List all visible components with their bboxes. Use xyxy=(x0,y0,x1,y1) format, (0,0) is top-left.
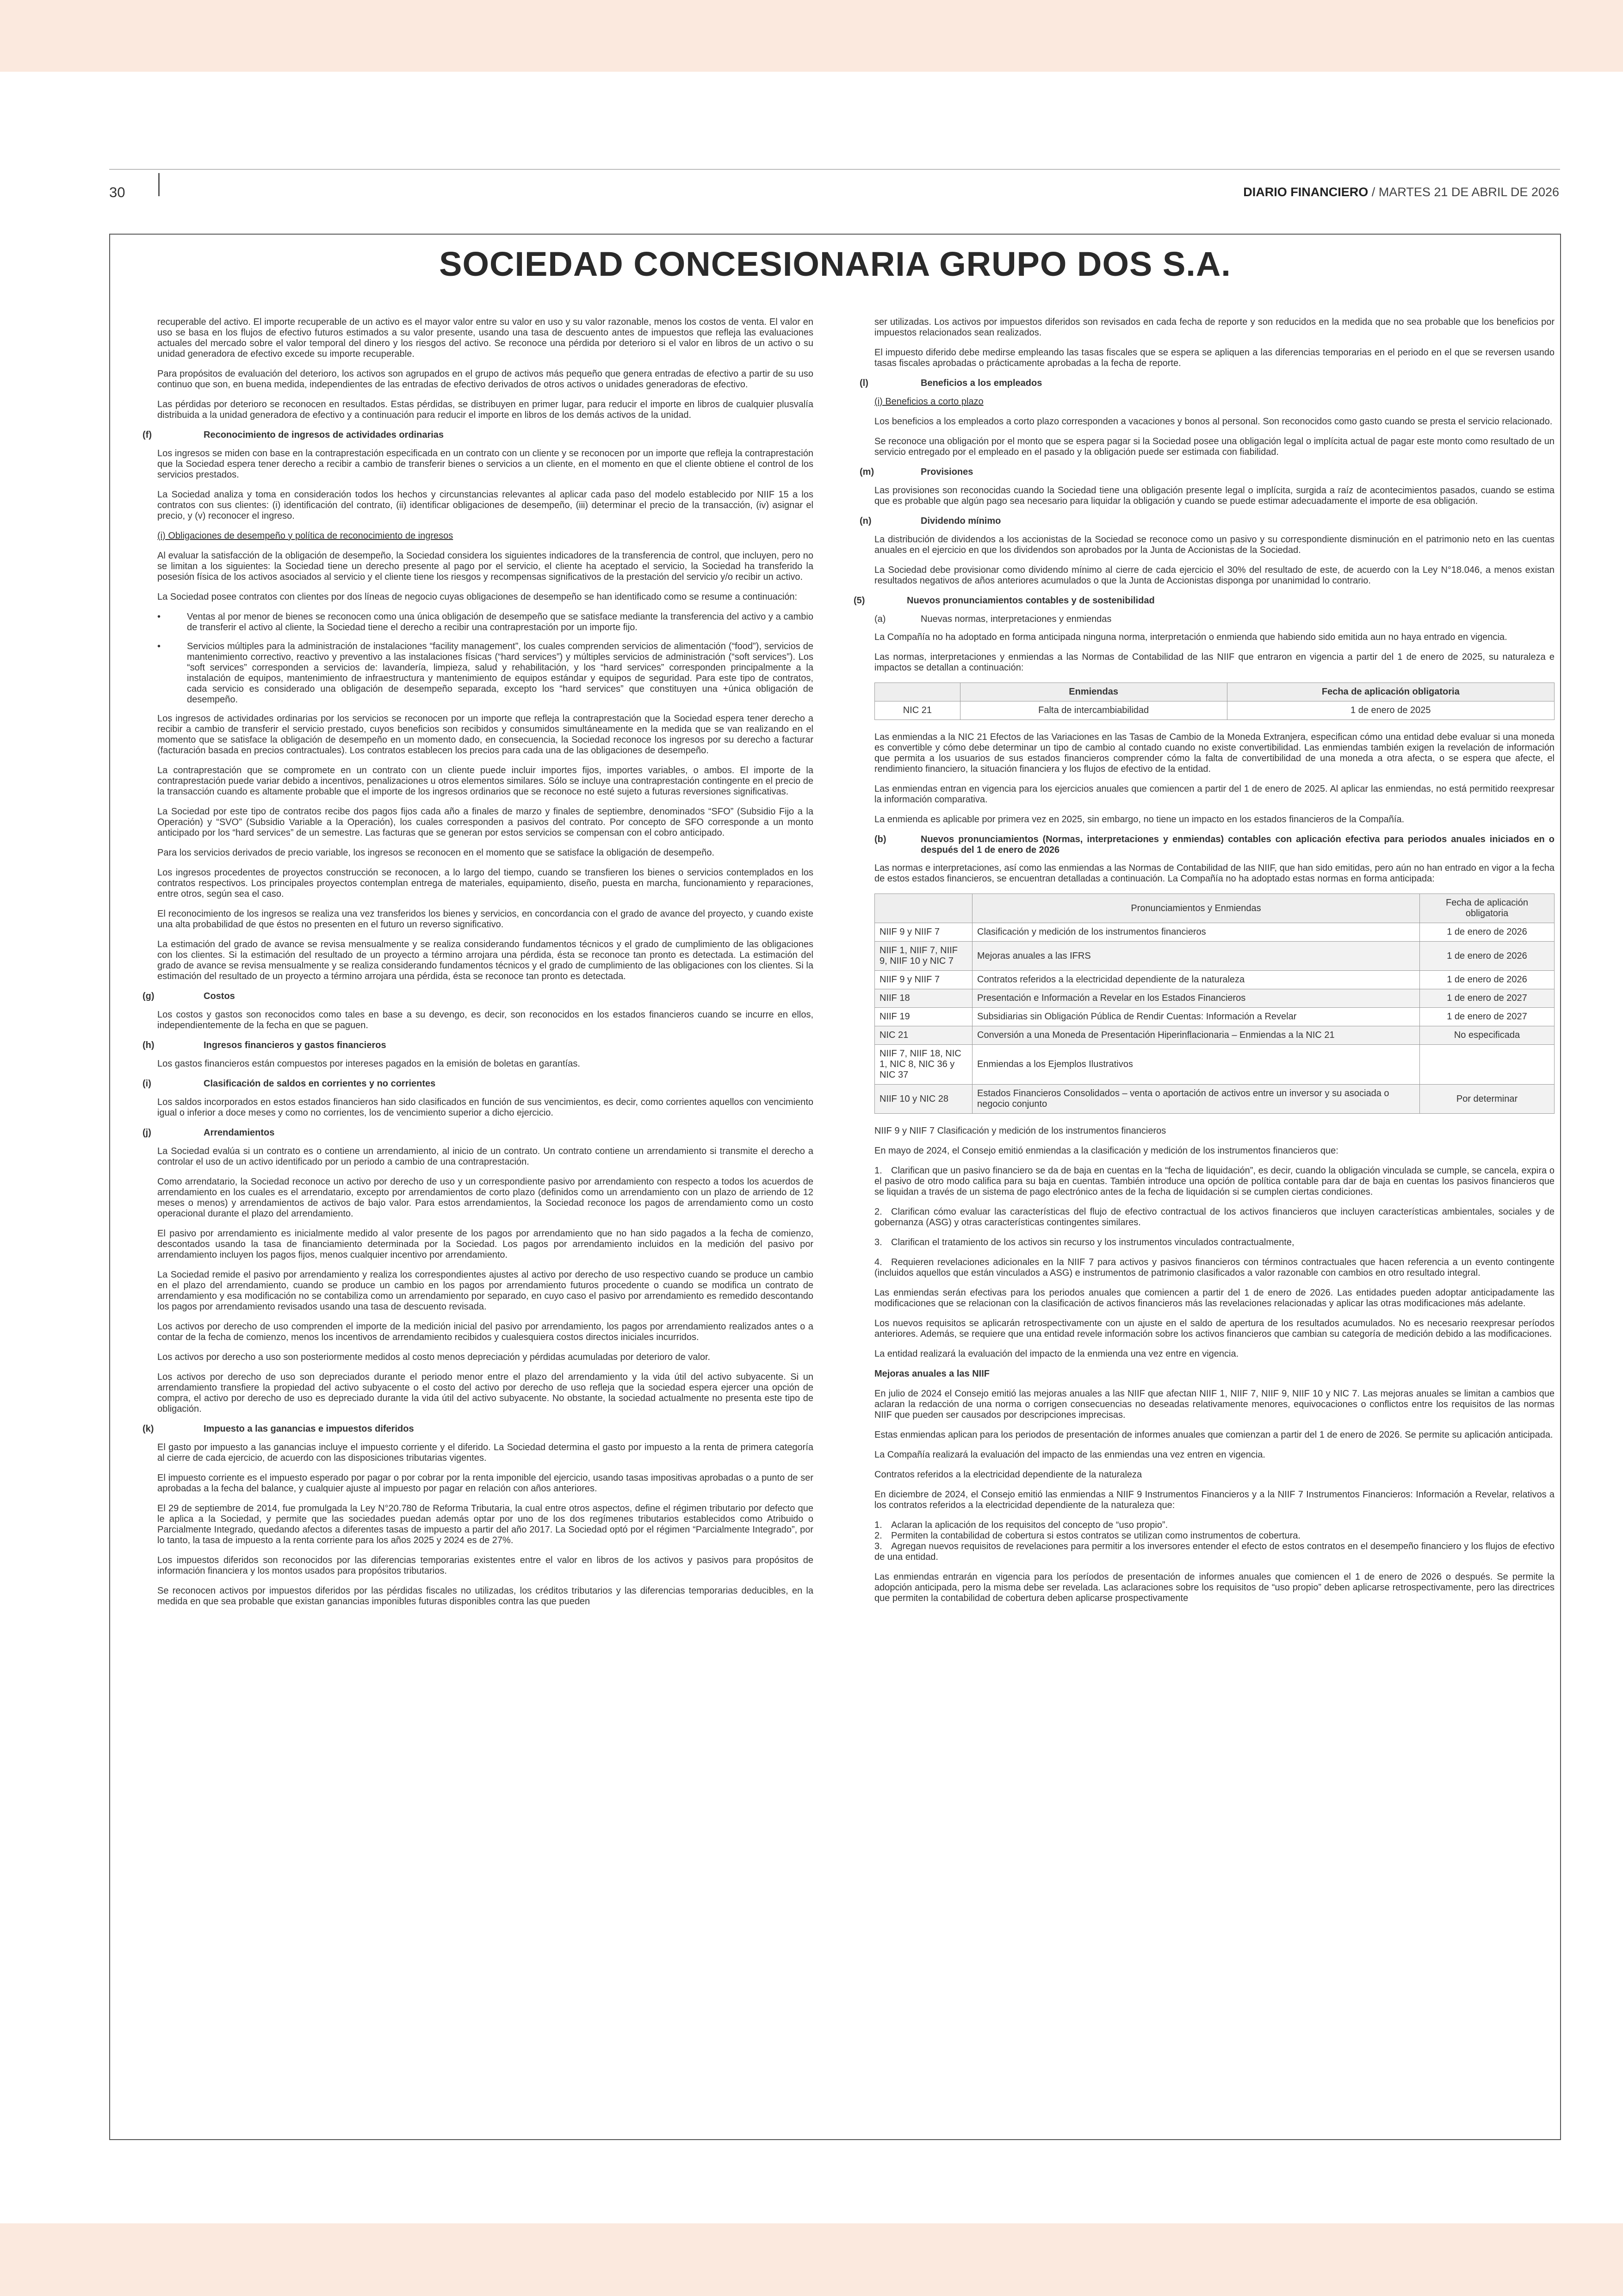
bullet-text: Ventas al por menor de bienes se reconocen como una única obligación de desempeño que se satisface mediante la transferencia del activo y a cambio de transferir el activo al cliente, la Sociedad tiene el derecho a recibir una contraprestación por un importe fijo. xyxy=(187,612,813,633)
table-cell: NIC 21 xyxy=(875,1026,973,1045)
paragraph: La estimación del grado de avance se revisa mensualmente y se realiza considerando fundamentos técnicos y el grado de cumplimiento de las obligaciones con los clientes. Si la estimación del resultado de un proyecto a término arrojara una pérdida, ésta se reconoce tan pronto es detectada. La estimación del grado de avance se revisa mensualmente y se realiza considerando fundamentos técnicos y el grado de cumplimiento de las obligaciones con los clientes. Si la estimación del resultado de un proyecto a término arrojara una pérdida, ésta se reconoce tan pronto es detectada. xyxy=(157,939,813,981)
table-cell: Clasificación y medición de los instrumentos financieros xyxy=(973,923,1420,942)
list-item xyxy=(874,1166,1555,1198)
paragraph: Los beneficios a los empleados a corto plazo corresponden a vacaciones y bonos al personal. Son reconocidos como gasto cuando se presta el servicio relacionado. xyxy=(874,416,1553,427)
paragraph: Las provisiones son reconocidas cuando la Sociedad tiene una obligación presente legal o implícita, surgida a raíz de acontecimientos pasados, cuando se estima que es probable que algún pago sea necesario para liquidar la obligación y cuando se puede estimar adecuadamente el importe de esa obligación. xyxy=(874,485,1555,506)
paragraph: Las enmiendas serán efectivas para los periodos anuales que comiencen a partir del 1 de enero de 2026. Las entidades pueden adoptar anticipadamente las modificaciones que se relacionan con la clasificación de activos financieros más las revelaciones relacionadas y aplicar las otras modificaciones más adelante. xyxy=(874,1288,1555,1309)
section-title: Ingresos financieros y gastos financieros xyxy=(204,1040,386,1050)
table-cell: NIIF 1, NIIF 7, NIIF 9, NIIF 10 y NIC 7 xyxy=(875,942,973,971)
subsection-label: (a) xyxy=(874,614,886,624)
bullet-item xyxy=(157,641,813,705)
subsection-heading-a xyxy=(874,614,1555,625)
bullet-icon: • xyxy=(157,641,161,652)
section-title: Reconocimiento de ingresos de actividades ordinarias xyxy=(204,430,444,440)
table-row xyxy=(875,1008,1555,1026)
table-row xyxy=(875,923,1555,942)
paragraph: Contratos referidos a la electricidad dependiente de la naturaleza xyxy=(874,1470,1142,1480)
list-number: 2. xyxy=(874,1531,882,1541)
table-header-cell: Enmiendas xyxy=(960,683,1227,701)
header-rule xyxy=(109,169,1560,170)
list-number: 4. xyxy=(874,1257,882,1267)
list-item xyxy=(874,1541,1555,1563)
list-item xyxy=(874,1237,1555,1248)
section-label: (i) xyxy=(142,1079,151,1089)
list-item xyxy=(874,1531,1555,1541)
section-label: (l) xyxy=(860,378,868,388)
paragraph: El reconocimiento de los ingresos se realiza una vez transferidos los bienes y servicios, en concordancia con el grado de avance del proyecto, y cuando existe una alta probabilidad de que éstos no presenten en el futuro un reverso significativo. xyxy=(157,909,813,930)
table-cell: Falta de intercambiabilidad xyxy=(960,701,1227,720)
paragraph: Los costos y gastos son reconocidos como tales en base a su devengo, es decir, son reconocidos en los estados financieros cuando se incurre en ellos, independientemente de la fecha en que se paguen. xyxy=(157,1010,813,1030)
section-label: (5) xyxy=(854,596,865,606)
table-cell: Subsidiarias sin Obligación Pública de Rendir Cuentas: Información a Revelar xyxy=(973,1008,1420,1026)
paragraph: Las normas e interpretaciones, así como las enmiendas a las Normas de Contabilidad de las NIIF, que han sido emitidas, pero aún no han entrado en vigor a la fecha de estos estados financieros, se encuentran detalladas a continuación. La Compañía no ha adoptado estas normas en forma anticipada: xyxy=(874,863,1555,884)
table-row xyxy=(875,1085,1555,1114)
section-title: Beneficios a los empleados xyxy=(921,378,1042,388)
paragraph: recuperable del activo. El importe recuperable de un activo es el mayor valor entre su valor en uso y su valor razonable, menos los costos de venta. El valor en uso se basa en los flujos de efectivo futuros estimados a su valor presente, usando una tasa de descuento antes de impuestos que refleja las evaluaciones actuales del mercado sobre el valor temporal del dinero y los riesgos del activo. Se reconoce una pérdida por deterioro si el valor en libros de un activo o su unidad generadora de efectivo excede su importe recuperable. xyxy=(157,317,813,359)
section-title: Provisiones xyxy=(921,467,973,477)
list-text: Clarifican el tratamiento de los activos sin recurso y los instrumentos vinculados contractualmente, xyxy=(891,1237,1295,1247)
paragraph: La Sociedad remide el pasivo por arrendamiento y realiza los correspondientes ajustes al activo por derecho de uso respectivo cuando se produce un cambio en el plazo del arrendamiento, cuando se produce un cambio en los pagos por arrendamiento futuros procedente o cuando se modifica un contrato de arrendamiento y esa modificación no se contabiliza como un arrendamiento por separado, en cuyo caso el pasivo por arrendamiento es remedido descontando los pagos por arrendamiento revisados usando una tasa de descuento revisada. xyxy=(157,1270,813,1312)
table-cell: NIIF 18 xyxy=(875,989,973,1008)
paragraph: Para los servicios derivados de precio variable, los ingresos se reconocen en el momento que se satisface la obligación de desempeño. xyxy=(157,848,715,858)
table-cell: Estados Financieros Consolidados – venta o aportación de activos entre un inversor y su asociada o negocio conjunto xyxy=(973,1085,1420,1114)
paragraph: El impuesto diferido debe medirse empleando las tasas fiscales que se espera se apliquen a las diferencias temporarias en el periodo en el que se reversen usando tasas fiscales aprobadas o prácticamente aprobadas a la fecha de reporte. xyxy=(874,348,1555,368)
table-header-cell: Fecha de aplicación obligatoria xyxy=(1420,894,1555,923)
paragraph: Como arrendatario, la Sociedad reconoce un activo por derecho de uso y un correspondiente pasivo por arrendamiento con respecto a todos los acuerdos de arrendamiento en los cuales es el arrendatario, excepto por arrendamientos de corto plazo (definidos como un arrendamiento con un plazo de arriendo de 12 meses o menos) y arrendamientos de activos de bajo valor. Para estos arrendamientos, la Sociedad reconoce los pagos de arrendamiento como un costo operacional durante el plazo del arrendamiento. xyxy=(157,1177,813,1219)
table-cell: Conversión a una Moneda de Presentación Hiperinflacionaria – Enmiendas a la NIC 21 xyxy=(973,1026,1420,1045)
table-cell: No especificada xyxy=(1420,1026,1555,1045)
paragraph: Los activos por derecho a uso son posteriormente medidos al costo menos depreciación y pérdidas acumuladas por deterioro de valor. xyxy=(157,1352,711,1362)
paragraph: La Sociedad posee contratos con clientes por dos líneas de negocio cuyas obligaciones de desempeño se han identificado como se resume a continuación: xyxy=(157,592,798,602)
table-cell: Contratos referidos a la electricidad dependiente de la naturaleza xyxy=(973,971,1420,989)
section-title: Dividendo mínimo xyxy=(921,516,1001,526)
section-title: Clasificación de saldos en corrientes y no corrientes xyxy=(204,1079,436,1089)
section-heading-i xyxy=(142,1079,813,1089)
list-number: 3. xyxy=(874,1237,882,1247)
paragraph: Las normas, interpretaciones y enmiendas a las Normas de Contabilidad de las NIIF que entraron en vigencia a partir del 1 de enero de 2025, su naturaleza e impactos se detallan a continuación: xyxy=(874,652,1555,673)
subsection-label: (b) xyxy=(874,834,886,844)
paragraph: Los saldos incorporados en estos estados financieros han sido clasificados en función de sus vencimientos, es decir, como corrientes aquellos con vencimiento igual o inferior a doce meses y como no corrientes, los de vencimiento superior a dicho ejercicio. xyxy=(157,1097,813,1118)
list-number: 3. xyxy=(874,1541,882,1551)
paragraph: La distribución de dividendos a los accionistas de la Sociedad se reconoce como un pasivo y su correspondiente disminución en el patrimonio neto en las cuentas anuales en el ejercicio en que los dividendos son aprobados por la Junta de Accionistas de la Sociedad. xyxy=(874,534,1555,555)
section-heading-k xyxy=(142,1424,813,1434)
pronouncements-table xyxy=(874,894,1555,1114)
list-number: 1. xyxy=(874,1520,882,1530)
list-item xyxy=(874,1520,1555,1531)
table-header-cell xyxy=(875,683,960,701)
paragraph: Se reconocen activos por impuestos diferidos por las pérdidas fiscales no utilizadas, los créditos tributarios y las diferencias temporarias deducibles, en la medida en que sea probable que existan ganancias imponibles futuras disponibles contra las que pueden xyxy=(157,1586,813,1607)
table-cell: NIIF 9 y NIIF 7 xyxy=(875,971,973,989)
table-cell xyxy=(1420,1045,1555,1085)
paragraph: Para propósitos de evaluación del deterioro, los activos son agrupados en el grupo de activos más pequeño que genera entradas de efectivo a partir de su uso continuo que son, en buena medida, independientes de las entradas de efectivo derivados de otros activos o unidades generadoras de efectivo. xyxy=(157,369,813,390)
paragraph: La contraprestación que se compromete en un contrato con un cliente puede incluir importes fijos, importes variables, o ambos. El importe de la contraprestación puede variar debido a incentivos, penalizaciones u otros elementos similares. Sólo se incluye una contraprestación contingente en el precio de la transacción cuando es altamente probable que el importe de los ingresos ordinarios que se reconoce no esté sujeto a futuras reversiones significativas. xyxy=(157,765,813,797)
table-cell: Por determinar xyxy=(1420,1085,1555,1114)
section-heading-f xyxy=(142,430,813,441)
newspaper-name: DIARIO FINANCIERO xyxy=(1243,185,1369,199)
paragraph: Estas enmiendas aplican para los periodos de presentación de informes anuales que comienzan a partir del 1 de enero de 2026. Se permite su aplicación anticipada. xyxy=(874,1430,1553,1440)
list-text: Clarifican cómo evaluar las características del flujo de efectivo contractual de los activos financieros que incluyen características ambientales, sociales y de gobernanza (ASG) y otras características contingentes similares. xyxy=(874,1207,1555,1228)
section-heading-5 xyxy=(854,596,1555,606)
paragraph: ser utilizadas. Los activos por impuestos diferidos son revisados en cada fecha de reporte y son reducidos en la medida que no sea probable que los beneficios por impuestos relacionados sean realizados. xyxy=(874,317,1555,338)
subsection-title: Nuevos pronunciamientos (Normas, interpretaciones y enmiendas) contables con aplicación efectiva para periodos anuales iniciados en o después del 1 de enero de 2026 xyxy=(921,834,1555,855)
list-text: Agregan nuevos requisitos de revelaciones para permitir a los inversores entender el efecto de estos contratos en el desempeño financiero y los flujos de efectivo de una entidad. xyxy=(874,1541,1555,1562)
table-cell: NIIF 10 y NIC 28 xyxy=(875,1085,973,1114)
paragraph: Los impuestos diferidos son reconocidos por las diferencias temporarias existentes entre el valor en libros de los activos y pasivos para propósitos de información financiera y los montos usados para propósitos tributarios. xyxy=(157,1555,813,1576)
table-cell: NIC 21 xyxy=(875,701,960,720)
paragraph: En mayo de 2024, el Consejo emitió enmiendas a la clasificación y medición de los instrumentos financieros que: xyxy=(874,1146,1338,1156)
paragraph: La Sociedad debe provisionar como dividendo mínimo al cierre de cada ejercicio el 30% del resultado de este, de acuerdo con la Ley N°18.046, a menos existan resultados negativos de años anteriores acumulados o que la Junta de Accionistas disponga por unanimidad lo contrario. xyxy=(874,565,1555,586)
list-text: Aclaran la aplicación de los requisitos del concepto de “uso propio”. xyxy=(891,1520,1168,1530)
subsection-heading: (i) Beneficios a corto plazo xyxy=(874,397,984,407)
section-label: (j) xyxy=(142,1128,151,1138)
paragraph: En julio de 2024 el Consejo emitió las mejoras anuales a las NIIF que afectan NIIF 1, NIIF 7, NIIF 9, NIIF 10 y NIC 7. Las mejoras anuales se limitan a cambios que aclaran la redacción de una norma o corrigen consecuencias no deseadas relativamente menores, equivocaciones o conflictos entre los requisitos de las normas NIIF que pueden ser causados por descripciones imprecisas. xyxy=(874,1389,1555,1420)
paragraph: El impuesto corriente es el impuesto esperado por pagar o por cobrar por la renta imponible del ejercicio, usando tasas impositivas aprobadas o a punto de ser aprobadas a la fecha del balance, y cualquier ajuste al impuesto por pagar en relación con años anteriores. xyxy=(157,1473,813,1494)
paragraph: Las enmiendas entran en vigencia para los ejercicios anuales que comiencen a partir del 1 de enero de 2025. Al aplicar las enmiendas, no está permitido reexpresar la información comparativa. xyxy=(874,784,1555,805)
paragraph: La entidad realizará la evaluación del impacto de la enmienda una vez entre en vigencia. xyxy=(874,1349,1239,1359)
paragraph: El gasto por impuesto a las ganancias incluye el impuesto corriente y el diferido. La Sociedad determina el gasto por impuesto a la renta de primera categoría al cierre de cada ejercicio, de acuerdo con las disposiciones tributarias vigentes. xyxy=(157,1442,813,1463)
paragraph: NIIF 9 y NIIF 7 Clasificación y medición de los instrumentos financieros xyxy=(874,1126,1166,1136)
paragraph: El 29 de septiembre de 2014, fue promulgada la Ley N°20.780 de Reforma Tributaria, la cual entre otros aspectos, define el régimen tributario por defecto que le aplica a la Sociedad, y permite que las sociedades puedan además optar por uno de los dos regímenes tributarios establecidos como Atribuido o Parcialmente Integrado, quedando afectos a diferentes tasas de impuesto a partir del año 2017. La Sociedad optó por el régimen “Parcialmente Integrado”, por lo tanto, la tasa de impuesto a la renta corriente para los años 2025 y 2024 es de 27%. xyxy=(157,1503,813,1545)
list-number: 1. xyxy=(874,1166,882,1176)
paragraph: Las enmiendas a la NIC 21 Efectos de las Variaciones en las Tasas de Cambio de la Moneda Extranjera, especifican cómo una entidad debe evaluar si una moneda es convertible y cómo debe determinar un tipo de cambio al contado cuando no existe convertibilidad. Las enmiendas también exigen la revelación de información que permita a los usuarios de sus estados financieros comprender cómo la falta de convertibilidad de una moneda a otra afecta, o se espera que afecte, el rendimiento financiero, la situación financiera y los flujos de efectivo de la entidad. xyxy=(874,732,1555,774)
right-column xyxy=(854,317,1555,1613)
section-title: Arrendamientos xyxy=(204,1128,275,1138)
table-header-cell xyxy=(875,894,973,923)
table-cell: 1 de enero de 2026 xyxy=(1420,971,1555,989)
paragraph: La Sociedad analiza y toma en consideración todos los hechos y circunstancias relevantes al aplicar cada paso del modelo establecido por NIIF 15 a los contratos con sus clientes: (i) identificación del contrato, (ii) identificar obligaciones de desempeño, (iii) determinar el precio de la transacción, (iv) asignar el precio, y (v) reconocer el ingreso. xyxy=(157,490,813,521)
table-cell: 1 de enero de 2026 xyxy=(1420,942,1555,971)
paragraph: El pasivo por arrendamiento es inicialmente medido al valor presente de los pagos por arrendamiento que no han sido pagados a la fecha de comienzo, descontados usando la tasa de financiamiento determinada por la Sociedad. Los pagos por arrendamiento incluidos en la medición del pasivo por arrendamiento incluyen los pagos fijos, menos cualquier incentivo por arrendamiento. xyxy=(157,1229,813,1260)
list-item xyxy=(874,1257,1555,1278)
subsection-heading: (i) Obligaciones de desempeño y política de reconocimiento de ingresos xyxy=(157,531,453,541)
table-row xyxy=(875,942,1555,971)
table-row xyxy=(875,1045,1555,1085)
paragraph: Los nuevos requisitos se aplicarán retrospectivamente con un ajuste en el saldo de apertura de los resultados acumulados. No es necesario reexpresar períodos anteriores. Además, se requiere que una entidad revele información sobre los activos financieros que cambian su categoría de medición debido a las modificaciones. xyxy=(874,1318,1555,1339)
paragraph: Se reconoce una obligación por el monto que se espera pagar si la Sociedad posee una obligación legal o implícita actual de pagar este monto como resultado de un servicio entregado por el empleado en el pasado y la obligación puede ser estimada con fiabilidad. xyxy=(874,436,1555,457)
table-header-row xyxy=(875,894,1555,923)
list-text: Requieren revelaciones adicionales en la NIIF 7 para activos y pasivos financieros con términos contractuales que hacen referencia a un evento contingente (incluidos aquellos que están vinculados a ASG) e instrumentos de patrimonio clasificados a valor razonable con cambios en otro resultado integral. xyxy=(874,1257,1555,1278)
table-row xyxy=(875,989,1555,1008)
amendments-table xyxy=(874,683,1555,720)
list-text: Clarifican que un pasivo financiero se da de baja en cuentas en la “fecha de liquidación”, es decir, cuando la obligación vinculada se cumple, se cancela, expira o el pasivo de otro modo califica para su baja en cuentas. También introduce una opción de política contable para dar de baja en cuentas los pasivos financieros que se liquidan a través de un sistema de pago electrónico antes de la fecha de liquidación si se cumplen ciertas condiciones. xyxy=(874,1166,1555,1197)
subsection-heading-b xyxy=(874,834,1555,856)
table-cell: NIIF 7, NIIF 18, NIC 1, NIC 8, NIC 36 y NIC 37 xyxy=(875,1045,973,1085)
section-label: (f) xyxy=(142,430,152,440)
bullet-text: Servicios múltiples para la administración de instalaciones “facility management”, los cuales comprenden servicios de alimentación (“food”), servicios de mantenimiento correctivo, reactivo y preventivo a las instalaciones físicas (“hard services”) y múltiples servicios de administración (“soft services”). Los “soft services” corresponden a servicios de: lavandería, limpieza, salud y rehabilitación, y los “hard services” corresponden principalmente a la instalación de equipos, mantenimiento de infraestructura y mantenimiento de equipos estándar y equipos de seguridad. Para este tipo de contratos, cada servicio es considerado una obligación de desempeño separada, excepto los “hard services” que constituyen una +única obligación de desempeño. xyxy=(187,641,813,705)
paragraph: Los ingresos de actividades ordinarias por los servicios se reconocen por un importe que refleja la contraprestación que la Sociedad espera tener derecho a recibir a cambio de transferir el servicio prestado, cuyos beneficios son recibidos y consumidos simultáneamente en la medida que se van realizando en el momento que se satisface la obligación de desempeño en un momento dado, en consecuencia, la Sociedad reconoce los ingresos por su derecho a facturar (facturación basada en precios contractuales). Los contratos establecen los precios para cada una de las obligaciones de desempeño. xyxy=(157,714,813,756)
table-header-cell: Pronunciamientos y Enmiendas xyxy=(973,894,1420,923)
subheading-mejoras: Mejoras anuales a las NIIF xyxy=(874,1369,990,1379)
paragraph: Los gastos financieros están compuestos por intereses pagados en la emisión de boletas en garantías. xyxy=(157,1059,580,1069)
section-label: (n) xyxy=(860,516,872,526)
paragraph: Los activos por derecho de uso son depreciados durante el periodo menor entre el plazo del arrendamiento y la vida útil del activo subyacente. Si un arrendamiento transfiere la propiedad del activo subyacente o el costo del activo por derecho de uso refleja que la sociedad espera ejercer una opción de compra, el activo por derecho de uso es depreciado durante la vida útil del activo subyacente. No obstante, la sociedad actualmente no presenta este tipo de obligación. xyxy=(157,1372,813,1414)
paragraph: Los ingresos procedentes de proyectos construcción se reconocen, a lo largo del tiempo, cuando se transfieren los bienes o servicios contemplados en los contratos respectivos. Los principales proyectos contemplan entrega de materiales, equipamiento, diseño, puesta en marcha, funcionamiento y reparaciones, entre otros, según sea el caso. xyxy=(157,868,813,899)
table-cell: 1 de enero de 2027 xyxy=(1420,1008,1555,1026)
section-title: Costos xyxy=(204,991,235,1001)
section-heading-h xyxy=(142,1040,813,1051)
subsection-title: Nuevas normas, interpretaciones y enmiendas xyxy=(921,614,1112,624)
paragraph: Las enmiendas entrarán en vigencia para los períodos de presentación de informes anuales que comiencen el 1 de enero de 2026 o después. Se permite la adopción anticipada, pero la misma debe ser revelada. Las aclaraciones sobre los requisitos de “uso propio” deben aplicarse retrospectivamente, pero las directrices que permiten la contabilidad de cobertura deben aplicarse prospectivamente xyxy=(874,1572,1555,1603)
table-cell: Presentación e Información a Revelar en los Estados Financieros xyxy=(973,989,1420,1008)
table-cell: 1 de enero de 2025 xyxy=(1227,701,1554,720)
paragraph: Al evaluar la satisfacción de la obligación de desempeño, la Sociedad considera los siguientes indicadores de la transferencia de control, que incluyen, pero no se limitan a los siguientes: la Sociedad tiene un derecho presente al pago por el servicio, el cliente ha aceptado el servicio, la Sociedad ha transferido la posesión física de los activos asociados al servicio y el cliente tiene los riesgos y recompensas significativos de la prestación del servicio y/o recibir un activo. xyxy=(157,551,813,582)
section-heading-m xyxy=(860,467,1555,478)
bullet-item xyxy=(157,612,813,633)
section-label: (g) xyxy=(142,991,155,1001)
table-row xyxy=(875,971,1555,989)
table-cell: Mejoras anuales a las IFRS xyxy=(973,942,1420,971)
masthead xyxy=(1243,185,1559,199)
section-heading-n xyxy=(860,516,1555,527)
list-number: 2. xyxy=(874,1207,882,1217)
page-number-divider xyxy=(158,173,160,196)
list-text: Permiten la contabilidad de cobertura si estos contratos se utilizan como instrumentos de cobertura. xyxy=(891,1531,1301,1541)
paragraph: Los ingresos se miden con base en la contraprestación especificada en un contrato con un cliente y se reconocen por un importe que refleja la contraprestación que la Sociedad espera tener derecho a recibir a cambio de transferir bienes o servicios a un cliente, en el momento en que el cliente obtiene el control de los servicios prestados. xyxy=(157,448,813,480)
table-cell: NIIF 9 y NIIF 7 xyxy=(875,923,973,942)
table-cell: Enmiendas a los Ejemplos Ilustrativos xyxy=(973,1045,1420,1085)
section-heading-g xyxy=(142,991,813,1002)
section-heading-j xyxy=(142,1128,813,1138)
section-heading-l xyxy=(860,378,1555,389)
numbered-list xyxy=(874,1520,1555,1563)
bullet-icon: • xyxy=(157,612,161,622)
paragraph: Las pérdidas por deterioro se reconocen en resultados. Estas pérdidas, se distribuyen en primer lugar, para reducir el importe en libros de cualquier plusvalía distribuida a la unidad generadora de efectivo y a continuación para reducir el importe en libros de los demás activos de la unidad. xyxy=(157,399,813,420)
section-label: (k) xyxy=(142,1424,154,1434)
section-title: Nuevos pronunciamientos contables y de sostenibilidad xyxy=(907,596,1155,606)
paragraph: La Sociedad evalúa si un contrato es o contiene un arrendamiento, al inicio de un contrato. Un contrato contiene un arrendamiento si transmite el derecho a controlar el uso de un activo identificado por un periodo a cambio de una contraprestación. xyxy=(157,1146,813,1167)
table-cell: 1 de enero de 2026 xyxy=(1420,923,1555,942)
left-column xyxy=(142,317,813,1616)
paragraph: La Compañía no ha adoptado en forma anticipada ninguna norma, interpretación o enmienda que habiendo sido emitida aun no haya entrado en vigencia. xyxy=(874,632,1507,642)
paragraph: En diciembre de 2024, el Consejo emitió las enmiendas a NIIF 9 Instrumentos Financieros y a la NIIF 7 Instrumentos Financieros: Información a Revelar, relativos a los contratos referidos a la electricidad dependiente de la naturaleza que: xyxy=(874,1489,1555,1510)
paragraph: La Sociedad por este tipo de contratos recibe dos pagos fijos cada año a finales de marzo y finales de septiembre, denominados “SFO” (Subsidio Fijo a la Operación) y “SVO” (Subsidio Variable a la Operación), los cuales corresponden a pasivos del contrato. Por concepto de SFO corresponde a un monto anticipado por los “hard services” de un semestre. Las facturas que se generan por estos servicios se compensan con el cobro anticipado. xyxy=(157,807,813,838)
notice-title: SOCIEDAD CONCESIONARIA GRUPO DOS S.A. xyxy=(439,245,1231,283)
table-cell: NIIF 19 xyxy=(875,1008,973,1026)
paragraph: La enmienda es aplicable por primera vez en 2025, sin embargo, no tiene un impacto en los estados financieros de la Compañía. xyxy=(874,814,1405,825)
issue-date: MARTES 21 DE ABRIL DE 2026 xyxy=(1378,185,1559,199)
section-title: Impuesto a las ganancias e impuestos diferidos xyxy=(204,1424,414,1434)
page-number: 30 xyxy=(109,184,125,200)
table-row xyxy=(875,701,1555,720)
table-header-row xyxy=(875,683,1555,701)
table-row xyxy=(875,1026,1555,1045)
section-label: (m) xyxy=(860,467,874,477)
paragraph: Los activos por derecho de uso comprenden el importe de la medición inicial del pasivo por arrendamiento, los pagos por arrendamiento realizados antes o a contar de la fecha de comienzo, menos los incentivos de arrendamiento recibidos y cualesquiera costos directos iniciales incurridos. xyxy=(157,1322,813,1342)
list-item xyxy=(874,1207,1555,1228)
masthead-separator: / xyxy=(1368,185,1379,199)
table-cell: 1 de enero de 2027 xyxy=(1420,989,1555,1008)
paragraph: La Compañía realizará la evaluación del impacto de las enmiendas una vez entren en vigencia. xyxy=(874,1450,1265,1460)
table-header-cell: Fecha de aplicación obligatoria xyxy=(1227,683,1554,701)
section-label: (h) xyxy=(142,1040,155,1050)
